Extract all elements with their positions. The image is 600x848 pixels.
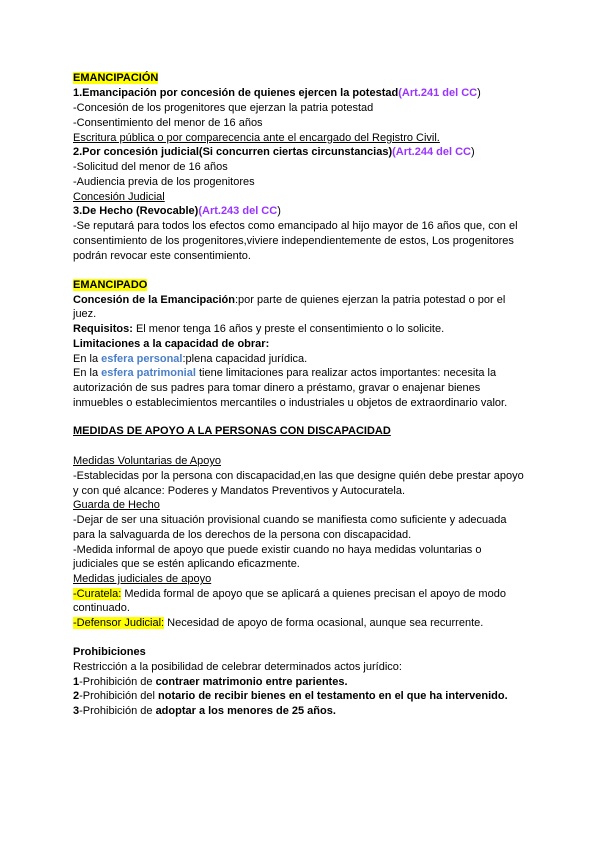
- guarda-line: -Dejar de ser una situación provisional cuando se manifiesta como suficiente y adecuada: [73, 514, 507, 526]
- judiciales-title: Medidas judiciales de apoyo: [73, 573, 212, 585]
- heading-emancipacion: [73, 71, 158, 85]
- prohibiciones-intro: Restricción a la posibilidad de celebrar determinados actos jurídico:: [73, 661, 402, 673]
- patrimonial-line: autorización de sus padres para tomar dinero a préstamo, gravar o enajenar bienes: [73, 382, 481, 394]
- item2-title-line: [73, 145, 475, 159]
- prohibicion-pre: -Prohibición de: [79, 705, 156, 717]
- prohibicion-pre: -Prohibición del: [79, 690, 158, 702]
- patrimonial-line: inmuebles o establecimientos mercantiles o industriales u objetos de extraordinario valor.: [73, 397, 508, 409]
- curatela-cont: continuado.: [73, 602, 130, 614]
- item3-article: Art.243 del CC: [202, 205, 278, 217]
- item2-open: (: [392, 146, 396, 158]
- personal-text: :plena capacidad jurídica.: [182, 353, 308, 365]
- item1-line: -Concesión de los progenitores que ejerzan la patria potestad: [73, 102, 374, 114]
- item1-open: (: [398, 87, 402, 99]
- prohibicion-bold: contraer matrimonio entre parientes.: [155, 676, 348, 688]
- defensor-term: -Defensor Judicial:: [73, 617, 165, 629]
- prohibicion-item: [73, 689, 508, 703]
- item2-close: ): [471, 146, 475, 158]
- guarda-line: -Medida informal de apoyo que puede existir cuando no haya medidas voluntarias o: [73, 544, 482, 556]
- defensor-line: [73, 616, 483, 630]
- limitaciones-heading: Limitaciones a la capacidad de obrar:: [73, 338, 270, 350]
- esfera-patrimonial-term: esfera patrimonial: [101, 367, 196, 379]
- item3-line: -Se reputará para todos los efectos como emancipado al hijo mayor de 16 años que, con el: [73, 220, 518, 232]
- voluntarias-line: y con qué alcance: Poderes y Mandatos Preventivos y Autocuratela.: [73, 485, 406, 497]
- concesion-cont: juez.: [73, 308, 97, 320]
- esfera-personal-term: esfera personal: [101, 353, 183, 365]
- esfera-personal-line: [73, 352, 307, 366]
- item1-article: Art.241 del CC: [401, 87, 478, 99]
- heading-medidas: MEDIDAS DE APOYO A LA PERSONAS CON DISCAPACIDAD: [73, 425, 391, 437]
- heading-emancipado: [73, 278, 147, 292]
- prohibicion-num: 1: [73, 676, 80, 688]
- requisitos-line: [73, 322, 444, 336]
- item3-line: consentimiento de los progenitores,viviere independientemente de estos, Los progenitores: [73, 235, 514, 247]
- requisitos-label: Requisitos:: [73, 323, 133, 335]
- guarda-line: judiciales que se estén aplicando eficazmente.: [73, 558, 300, 570]
- prohibicion-item: [73, 704, 336, 718]
- item1-line: -Consentimiento del menor de 16 años: [73, 117, 263, 129]
- prohibicion-item: [73, 675, 348, 689]
- prohibicion-bold: adoptar a los menores de 25 años.: [155, 705, 336, 717]
- item2-article: Art.244 del CC: [395, 146, 471, 158]
- item3-title-line: [73, 204, 281, 218]
- item3-close: ): [277, 205, 281, 217]
- item1-title: 1.Emancipación por concesión de quienes ejercen la potestad: [73, 87, 399, 99]
- curatela-line: [73, 587, 506, 601]
- defensor-text: Necesidad de apoyo de forma ocasional, aunque sea recurrente.: [164, 617, 484, 629]
- item2-line: -Solicitud del menor de 16 años: [73, 161, 228, 173]
- prohibicion-bold: notario de recibir bienes en el testamento en el que ha intervenido.: [158, 690, 508, 702]
- item2-note: Concesión Judicial: [73, 191, 165, 203]
- concesion-label: Concesión de la Emancipación: [73, 294, 235, 306]
- patrimonial-pre: En la: [73, 367, 102, 379]
- patrimonial-text: tiene limitaciones para realizar actos importantes: necesita la: [195, 367, 497, 379]
- concesion-text: :por parte de quienes ejerzan la patria potestad o por el: [235, 294, 506, 306]
- item2-line: -Audiencia previa de los progenitores: [73, 176, 255, 188]
- personal-pre: En la: [73, 353, 102, 365]
- item1-close: ): [477, 87, 481, 99]
- prohibicion-num: 3: [73, 705, 80, 717]
- concesion-line: [73, 293, 505, 307]
- requisitos-text: El menor tenga 16 años y preste el consentimiento o lo solicite.: [132, 323, 445, 335]
- item2-title: 2.Por concesión judicial(Si concurren ciertas circunstancias): [73, 146, 393, 158]
- item3-line: podrán revocar este consentimiento.: [73, 250, 251, 262]
- item3-title: 3.De Hecho (Revocable): [73, 205, 199, 217]
- curatela-text: Medida formal de apoyo que se aplicará a quienes precisan el apoyo de modo: [121, 588, 506, 600]
- item1-note: Escritura pública o por comparecencia ante el encargado del Registro Civil.: [73, 132, 440, 144]
- voluntarias-line: -Establecidas por la persona con discapacidad,en las que designe quién debe prestar apoyo: [73, 470, 524, 482]
- voluntarias-title: Medidas Voluntarias de Apoyo: [73, 455, 221, 467]
- prohibicion-num: 2: [73, 690, 80, 702]
- curatela-term: -Curatela:: [73, 588, 122, 600]
- heading-emancipado-text: EMANCIPADO: [73, 279, 148, 291]
- heading-emancipacion-text: EMANCIPACIÓN: [73, 72, 159, 84]
- item3-open: (: [198, 205, 202, 217]
- esfera-patrimonial-line: [73, 366, 496, 380]
- prohibicion-pre: -Prohibición de: [79, 676, 156, 688]
- guarda-line: para la salvaguarda de los derechos de la persona con discapacidad.: [73, 529, 412, 541]
- item1-title-line: [73, 86, 481, 100]
- heading-prohibiciones: Prohibiciones: [73, 646, 146, 658]
- guarda-title: Guarda de Hecho: [73, 499, 160, 511]
